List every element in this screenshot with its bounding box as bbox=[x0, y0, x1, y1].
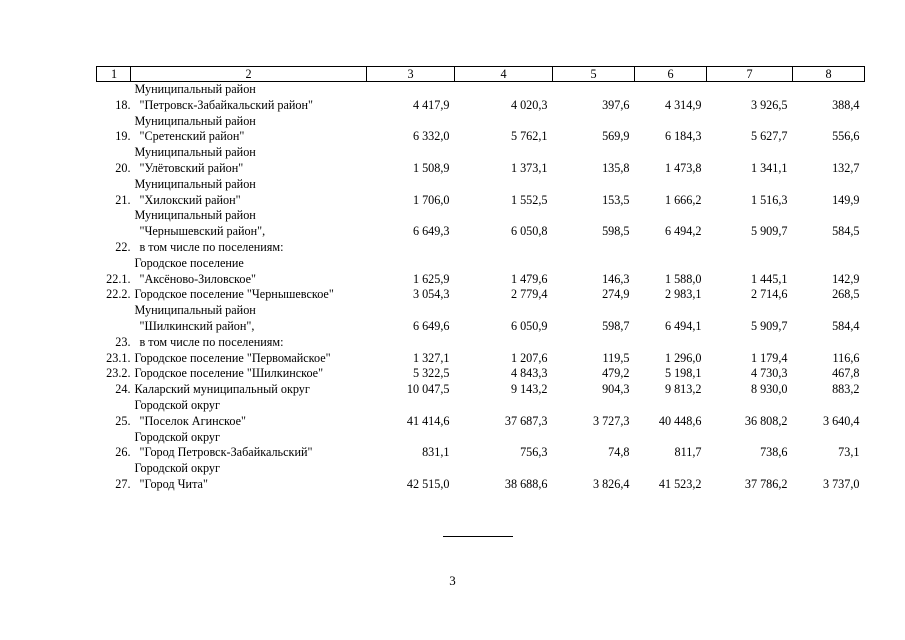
value-cell: 598,5 bbox=[602, 224, 630, 239]
column-header: 7 bbox=[707, 67, 793, 82]
row-number: 21. bbox=[115, 192, 131, 207]
value-cell: 4 020,3 bbox=[510, 97, 548, 112]
territory-name-line: Муниципальный район bbox=[134, 208, 256, 223]
value-cell: 397,6 bbox=[602, 97, 630, 112]
territory-name-line: "Улётовский район" bbox=[139, 160, 244, 175]
value-cell: 2 983,1 bbox=[664, 287, 702, 302]
value-cell: 1 341,1 bbox=[750, 160, 788, 175]
value-cell: 5 909,7 bbox=[750, 318, 788, 333]
territory-name-line: "Петровск-Забайкальский район" bbox=[139, 97, 313, 112]
value-cell: 1 588,0 bbox=[664, 271, 702, 286]
territory-name bbox=[131, 303, 367, 350]
table-row bbox=[97, 208, 865, 255]
budget-table bbox=[96, 66, 865, 493]
value-cell: 904,3 bbox=[602, 382, 630, 397]
value-cell: 1 666,2 bbox=[664, 192, 702, 207]
territory-name bbox=[131, 366, 367, 382]
table-row bbox=[97, 145, 865, 177]
value-cell: 3 737,0 bbox=[822, 476, 860, 491]
value-cell: 1 516,3 bbox=[750, 192, 788, 207]
value-cell: 1 327,1 bbox=[412, 350, 450, 365]
row-number: 18. bbox=[115, 97, 131, 112]
territory-name-line: "Сретенский район" bbox=[139, 129, 245, 144]
value-cell: 6 649,6 bbox=[412, 318, 450, 333]
value-cell: 1 179,4 bbox=[750, 350, 788, 365]
row-number: 19. bbox=[115, 129, 131, 144]
territory-name bbox=[131, 351, 367, 367]
territory-name bbox=[131, 398, 367, 430]
value-cell: 1 373,1 bbox=[510, 160, 548, 175]
column-header: 6 bbox=[635, 67, 707, 82]
territory-name-line: в том числе по поселениям: bbox=[139, 239, 284, 254]
value-cell: 598,7 bbox=[602, 318, 630, 333]
table-row bbox=[97, 256, 865, 288]
value-cell: 883,2 bbox=[832, 382, 860, 397]
value-cell: 142,9 bbox=[832, 271, 860, 286]
value-cell: 5 627,7 bbox=[750, 129, 788, 144]
value-cell: 3 926,5 bbox=[750, 97, 788, 112]
page-number: 3 bbox=[449, 573, 456, 588]
column-header: 1 bbox=[97, 67, 131, 82]
value-cell: 9 143,2 bbox=[510, 382, 548, 397]
value-cell: 569,9 bbox=[602, 129, 630, 144]
value-cell: 4 417,9 bbox=[412, 97, 450, 112]
value-cell: 132,7 bbox=[832, 160, 860, 175]
column-header: 5 bbox=[553, 67, 635, 82]
value-cell: 1 473,8 bbox=[664, 160, 702, 175]
territory-name bbox=[131, 287, 367, 303]
territory-name bbox=[131, 145, 367, 177]
value-cell: 8 930,0 bbox=[750, 382, 788, 397]
value-cell: 135,8 bbox=[602, 160, 630, 175]
territory-name-line: Городское поселение "Первомайское" bbox=[134, 350, 331, 365]
territory-name bbox=[131, 177, 367, 209]
value-cell: 1 625,9 bbox=[412, 271, 450, 286]
value-cell: 40 448,6 bbox=[658, 413, 702, 428]
row-number: 20. bbox=[115, 160, 131, 175]
row-number: 23.1. bbox=[106, 350, 131, 365]
territory-name-line: "Город Петровск-Забайкальский" bbox=[139, 445, 313, 460]
territory-name-line: Городской округ bbox=[134, 461, 221, 476]
table-row bbox=[97, 382, 865, 398]
value-cell: 4 843,3 bbox=[510, 366, 548, 381]
territory-name-line: Муниципальный район bbox=[134, 113, 256, 128]
value-cell: 3 640,4 bbox=[822, 413, 860, 428]
territory-name bbox=[131, 256, 367, 288]
territory-name-line: Городское поселение "Чернышевское" bbox=[134, 287, 334, 302]
value-cell: 6 050,8 bbox=[510, 224, 548, 239]
value-cell: 10 047,5 bbox=[406, 382, 450, 397]
territory-name-line: Муниципальный район bbox=[134, 145, 256, 160]
column-header: 3 bbox=[367, 67, 455, 82]
value-cell: 3 727,3 bbox=[592, 413, 630, 428]
value-cell: 5 762,1 bbox=[510, 129, 548, 144]
row-number: 22.1. bbox=[106, 271, 131, 286]
territory-name-line: Городское поселение "Шилкинское" bbox=[134, 366, 324, 381]
table-row bbox=[97, 287, 865, 303]
value-cell: 6 332,0 bbox=[412, 129, 450, 144]
territory-name-line: Каларский муниципальный округ bbox=[134, 382, 310, 397]
territory-name bbox=[131, 430, 367, 462]
territory-name-line: Муниципальный район bbox=[134, 303, 256, 318]
table-row bbox=[97, 177, 865, 209]
value-cell: 42 515,0 bbox=[406, 476, 450, 491]
value-cell: 811,7 bbox=[674, 445, 702, 460]
value-cell: 116,6 bbox=[832, 350, 860, 365]
territory-name bbox=[131, 208, 367, 255]
value-cell: 388,4 bbox=[832, 97, 860, 112]
value-cell: 6 494,2 bbox=[664, 224, 702, 239]
table-row bbox=[97, 114, 865, 146]
value-cell: 146,3 bbox=[602, 271, 630, 286]
value-cell: 74,8 bbox=[608, 445, 630, 460]
territory-name-line: в том числе по поселениям: bbox=[139, 334, 284, 349]
territory-name bbox=[131, 382, 367, 398]
value-cell: 153,5 bbox=[602, 192, 630, 207]
territory-name-line: "Шилкинский район", bbox=[139, 318, 255, 333]
territory-name-line: "Город Чита" bbox=[139, 476, 208, 491]
value-cell: 36 808,2 bbox=[744, 413, 788, 428]
value-cell: 831,1 bbox=[422, 445, 450, 460]
value-cell: 149,9 bbox=[832, 192, 860, 207]
territory-name-line: "Аксёново-Зиловское" bbox=[139, 271, 256, 286]
value-cell: 9 813,2 bbox=[664, 382, 702, 397]
column-header: 2 bbox=[131, 67, 367, 82]
territory-name-line: Муниципальный район bbox=[134, 176, 256, 191]
value-cell: 756,3 bbox=[520, 445, 548, 460]
value-cell: 1 296,0 bbox=[664, 350, 702, 365]
table-row bbox=[97, 351, 865, 367]
value-cell: 467,8 bbox=[832, 366, 860, 381]
value-cell: 4 730,3 bbox=[750, 366, 788, 381]
territory-name-line: Городской округ bbox=[134, 429, 221, 444]
territory-name-line: Городской округ bbox=[134, 397, 221, 412]
value-cell: 6 050,9 bbox=[510, 318, 548, 333]
value-cell: 41 414,6 bbox=[406, 413, 450, 428]
territory-name-line: "Хилокский район" bbox=[139, 192, 241, 207]
value-cell: 6 184,3 bbox=[664, 129, 702, 144]
territory-name-line: "Поселок Агинское" bbox=[139, 413, 246, 428]
value-cell: 3 826,4 bbox=[592, 476, 630, 491]
row-number: 25. bbox=[115, 413, 131, 428]
table-row bbox=[97, 82, 865, 114]
value-cell: 1 479,6 bbox=[510, 271, 548, 286]
value-cell: 4 314,9 bbox=[664, 97, 702, 112]
territory-name bbox=[131, 114, 367, 146]
territory-name-line: "Чернышевский район", bbox=[139, 224, 266, 239]
value-cell: 738,6 bbox=[760, 445, 788, 460]
territory-name bbox=[131, 461, 367, 493]
value-cell: 1 445,1 bbox=[750, 271, 788, 286]
value-cell: 274,9 bbox=[602, 287, 630, 302]
table-row bbox=[97, 430, 865, 462]
row-number: 26. bbox=[115, 445, 131, 460]
table-row bbox=[97, 461, 865, 493]
separator-line bbox=[443, 536, 513, 537]
table-row bbox=[97, 303, 865, 350]
value-cell: 1 706,0 bbox=[412, 192, 450, 207]
column-header: 8 bbox=[793, 67, 865, 82]
row-number: 24. bbox=[115, 382, 131, 397]
value-cell: 268,5 bbox=[832, 287, 860, 302]
table-header-row bbox=[97, 67, 865, 82]
value-cell: 6 649,3 bbox=[412, 224, 450, 239]
value-cell: 37 786,2 bbox=[744, 476, 788, 491]
row-number: 23.2. bbox=[106, 366, 131, 381]
row-number: 22. bbox=[115, 239, 131, 254]
value-cell: 479,2 bbox=[602, 366, 630, 381]
table-row bbox=[97, 366, 865, 382]
table-row bbox=[97, 398, 865, 430]
value-cell: 5 322,5 bbox=[412, 366, 450, 381]
value-cell: 584,4 bbox=[832, 318, 860, 333]
territory-name-line: Городское поселение bbox=[134, 255, 244, 270]
value-cell: 37 687,3 bbox=[504, 413, 548, 428]
value-cell: 41 523,2 bbox=[658, 476, 702, 491]
value-cell: 2 714,6 bbox=[750, 287, 788, 302]
value-cell: 556,6 bbox=[832, 129, 860, 144]
value-cell: 2 779,4 bbox=[510, 287, 548, 302]
row-number: 27. bbox=[115, 476, 131, 491]
value-cell: 119,5 bbox=[602, 350, 630, 365]
value-cell: 6 494,1 bbox=[664, 318, 702, 333]
value-cell: 584,5 bbox=[832, 224, 860, 239]
row-number: 23. bbox=[115, 334, 131, 349]
value-cell: 1 552,5 bbox=[510, 192, 548, 207]
value-cell: 38 688,6 bbox=[504, 476, 548, 491]
territory-name-line: Муниципальный район bbox=[134, 82, 256, 96]
value-cell: 3 054,3 bbox=[412, 287, 450, 302]
value-cell: 73,1 bbox=[838, 445, 860, 460]
column-header: 4 bbox=[455, 67, 553, 82]
value-cell: 5 198,1 bbox=[664, 366, 702, 381]
value-cell: 5 909,7 bbox=[750, 224, 788, 239]
row-number: 22.2. bbox=[106, 287, 131, 302]
value-cell: 1 508,9 bbox=[412, 160, 450, 175]
territory-name bbox=[131, 82, 367, 114]
value-cell: 1 207,6 bbox=[510, 350, 548, 365]
